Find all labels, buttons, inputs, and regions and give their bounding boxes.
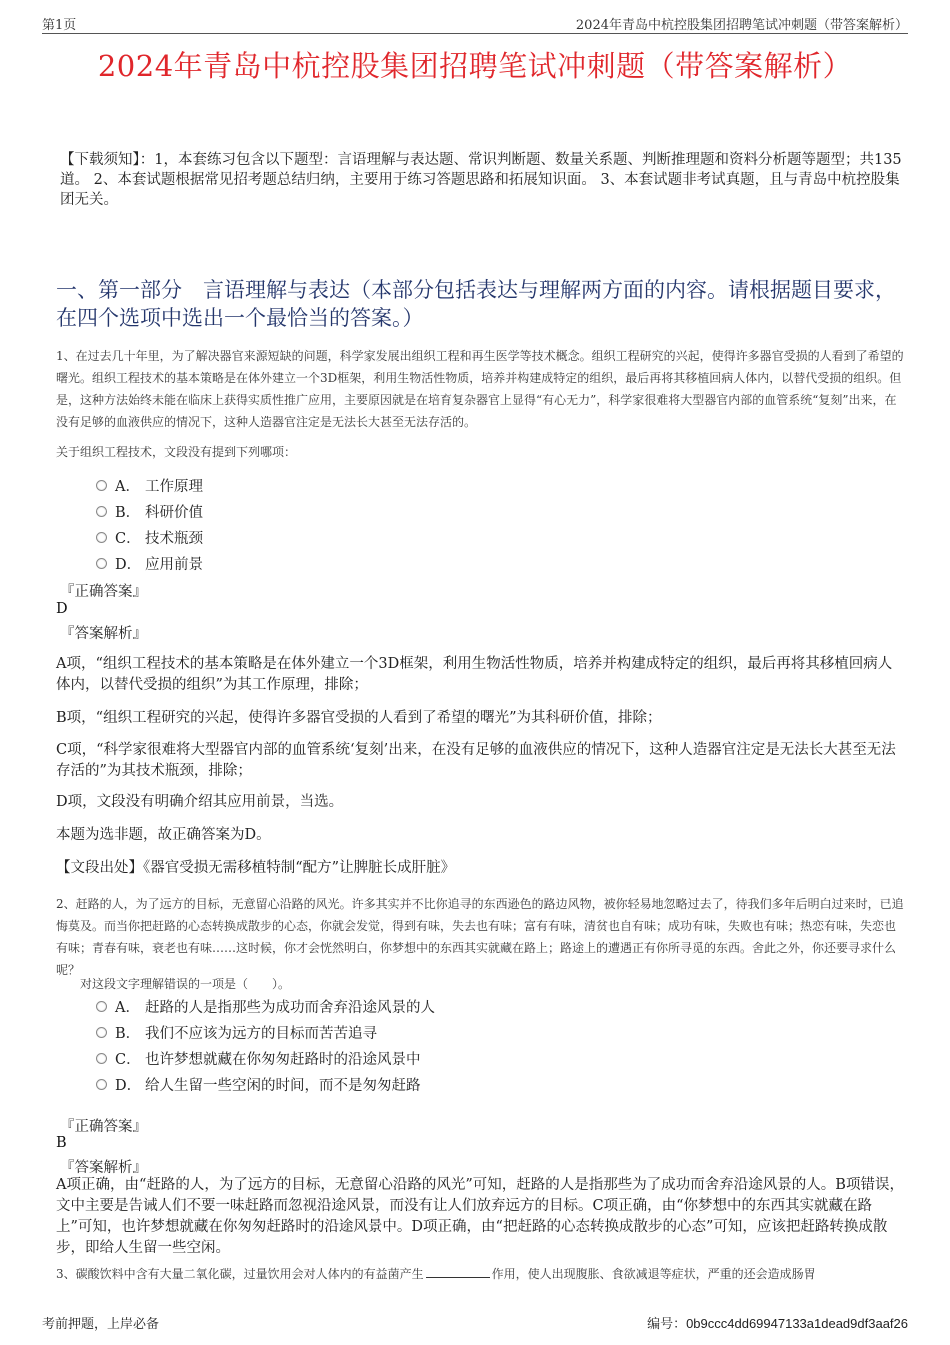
q1-source: 【文段出处】《器官受损无需移植特制“配方”让脾脏长成肝脏》 <box>56 860 456 876</box>
q1-analysis-b: B项，“组织工程研究的兴起，使得许多器官受损的人看到了希望的曙光”为其科研价值，排除； <box>56 710 662 726</box>
page-title: 2024年青岛中杭控股集团招聘笔试冲刺题（带答案解析） <box>97 49 853 83</box>
q2-question: 对这段文字理解错误的一项是（ ）。 <box>80 977 291 991</box>
radio-icon[interactable] <box>96 532 107 543</box>
q2-option-a[interactable] <box>96 993 435 1019</box>
q1-option-a[interactable] <box>96 472 203 498</box>
q3-stem-before: 3、碳酸饮料中含有大量二氧化碳，过量饮用会对人体内的有益菌产生 <box>56 1267 424 1281</box>
radio-icon[interactable] <box>96 480 107 491</box>
option-letter: A． <box>115 999 140 1016</box>
q1-analysis-c: C项，“科学家很难将大型器官内部的血管系统‘复刻’出来，在没有足够的血液供应的情况下，这种人造器官注定是无法长大甚至无法存活的”为其技术瓶颈，排除； <box>56 742 896 779</box>
header-divider <box>42 33 908 34</box>
q2-analysis-label: 『答案解析』 <box>60 1160 147 1176</box>
radio-icon[interactable] <box>96 1027 107 1038</box>
q1-conclusion: 本题为选非题，故正确答案为D。 <box>56 827 271 843</box>
fill-blank <box>426 1265 490 1278</box>
q1-analysis-a: A项，“组织工程技术的基本策略是在体外建立一个3D框架，利用生物活性物质，培养并构建成特定的组织，最后再将其移植回病人体内，以替代受损的组织”为其工作原理，排除； <box>56 656 893 693</box>
q1-options <box>96 472 203 576</box>
q2-correct-answer-label: 『正确答案』 <box>60 1119 147 1135</box>
option-letter: D． <box>115 556 142 573</box>
header-doc-title: 2024年青岛中杭控股集团招聘笔试冲刺题（带答案解析） <box>575 18 908 33</box>
q2-answer: B <box>56 1135 67 1151</box>
option-text: 我们不应该为远方的目标而苦苦追寻 <box>145 1025 377 1042</box>
option-letter: B． <box>115 504 141 521</box>
option-letter: C． <box>115 530 141 547</box>
q1-correct-answer-label: 『正确答案』 <box>60 584 147 600</box>
radio-icon[interactable] <box>96 1053 107 1064</box>
q1-answer: D <box>56 601 68 617</box>
q1-stem: 1、在过去几十年里，为了解决器官来源短缺的问题，科学家发展出组织工程和再生医学等技术概念。组织工程研究的兴起，使得许多器官受损的人看到了希望的曙光。组织工程技术的基本策略是在体外建立一个3D框架，利用生物活性物质，培养并构建成特定的组织，最后再将其移植回病人体内，以替代受损的组织。但是，这种方法始终未能在临床上获得实质性推广应用，主要原因就是在培育复杂器官上显得“有心无力”，科学家很难将大型器官内部的血管系统“复刻”出来，在没有足够的血液供应的情况下，这种人造器官注定是无法长大甚至无法存活的。 <box>56 349 904 429</box>
q1-analysis-d: D项，文段没有明确介绍其应用前景，当选。 <box>56 794 344 810</box>
radio-icon[interactable] <box>96 506 107 517</box>
radio-icon[interactable] <box>96 558 107 569</box>
radio-icon[interactable] <box>96 1079 107 1090</box>
option-text: 也许梦想就藏在你匆匆赶路时的沿途风景中 <box>145 1051 421 1068</box>
q2-option-b[interactable] <box>96 1019 435 1045</box>
option-letter: C． <box>115 1051 141 1068</box>
q2-options <box>96 993 435 1097</box>
q3-stem-after: 作用，使人出现腹胀、食欲减退等症状，严重的还会造成肠胃 <box>491 1267 816 1281</box>
q2-option-c[interactable] <box>96 1045 435 1071</box>
footer-slogan: 考前押题，上岸必备 <box>42 1317 160 1332</box>
q1-option-b[interactable] <box>96 498 203 524</box>
option-text: 技术瓶颈 <box>145 530 203 547</box>
q2-analysis: A项正确，由“赶路的人，为了远方的目标，无意留心沿路的风光”可知，赶路的人是指那些为了成功而舍弃沿途风景的人。B项错误，文中主要是告诫人们不要一味赶路而忽视沿途风景，而没有让人们放弃远方的目标。C项正确，由“你梦想中的东西其实就藏在路上”可知，也许梦想就藏在你匆匆赶路时的沿途风景中。D项正确，由“把赶路的心态转换成散步的心态”可知，应该把赶路转换成散步，即给人生留一些空闲。 <box>56 1177 904 1256</box>
q2-stem: 2、赶路的人，为了远方的目标，无意留心沿路的风光。许多其实并不比你追寻的东西逊色的路边风物，被你轻易地忽略过去了，待我们多年后明白过来时，已追悔莫及。而当你把赶路的心态转换成散步的心态，你就会发觉，得到有味，失去也有味；富有有味，清贫也自有味；成功有味，失败也有味；热恋有味，失恋也有味；青春有味，衰老也有味……这时候，你才会恍然明白，你梦想中的东西其实就藏在路上；路途上的遭遇正有你所寻觅的东西。舍此之外，你还要寻求什么呢？ <box>56 897 904 977</box>
radio-icon[interactable] <box>96 1001 107 1012</box>
q1-question: 关于组织工程技术，文段没有提到下列哪项： <box>56 445 297 459</box>
download-notice: 【下载须知】：1，本套练习包含以下题型：言语理解与表达题、常识判断题、数量关系题、判断推理题和资料分析题等题型；共135道。 2、本套试题根据常见招考题总结归纳，主要用于练习答题思路和拓展知识面。 3、本套试题非考试真题，且与青岛中杭控股集团无关。 <box>60 152 902 208</box>
q1-option-d[interactable] <box>96 550 203 576</box>
page-number: 第1页 <box>42 18 77 33</box>
option-letter: D． <box>115 1077 142 1094</box>
option-text: 赶路的人是指那些为成功而舍弃沿途风景的人 <box>145 999 435 1016</box>
q3-stem <box>56 1263 906 1285</box>
option-text: 给人生留一些空闲的时间，而不是匆匆赶路 <box>145 1077 421 1094</box>
option-text: 科研价值 <box>145 504 203 521</box>
option-letter: B． <box>115 1025 141 1042</box>
footer-doc-id: 编号：0b9ccc4dd69947133a1dead9df3aaf26 <box>647 1316 908 1331</box>
option-text: 应用前景 <box>145 556 203 573</box>
option-letter: A． <box>115 478 140 495</box>
section-heading: 一、第一部分 言语理解与表达（本部分包括表达与理解两方面的内容。请根据题目要求，在四个选项中选出一个最恰当的答案。） <box>56 278 896 330</box>
q2-option-d[interactable] <box>96 1071 435 1097</box>
q1-option-c[interactable] <box>96 524 203 550</box>
q1-analysis-label: 『答案解析』 <box>60 626 147 642</box>
option-text: 工作原理 <box>145 478 203 495</box>
